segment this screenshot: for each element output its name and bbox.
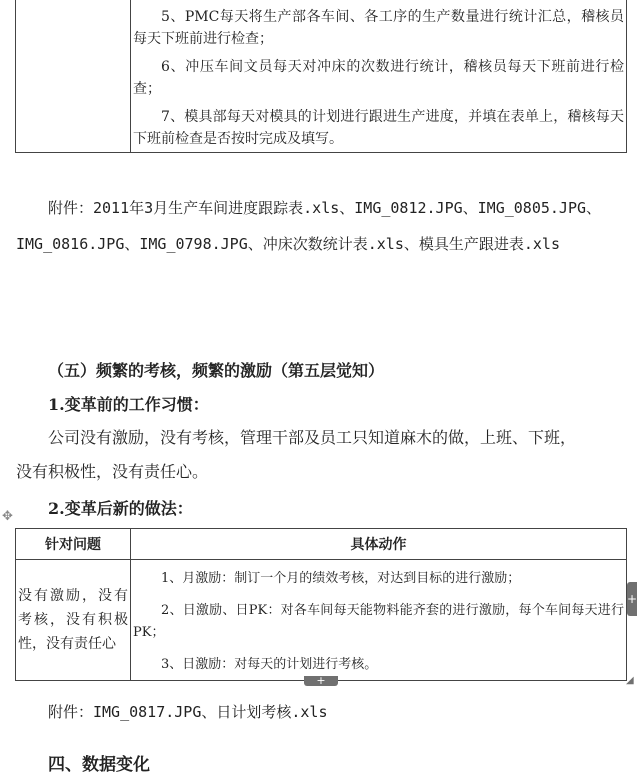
move-handle-icon[interactable]: ✥ <box>2 509 13 524</box>
header-action: 具体动作 <box>131 529 627 560</box>
section-4-title: 四、数据变化 <box>48 755 150 775</box>
action-table <box>15 528 627 681</box>
action-item-3: 3、日激励：对每天的计划进行考核。 <box>161 657 378 672</box>
after-title: 2.变革后新的做法： <box>48 499 193 518</box>
header-issue: 针对问题 <box>16 529 131 560</box>
top-table-left-cell <box>16 0 131 153</box>
resize-icon[interactable]: ◢ <box>626 675 634 686</box>
attachment-line-2: IMG_0816.JPG、IMG_0798.JPG、冲床次数统计表.xls、模具生产跟进表.xls <box>16 235 560 253</box>
action-item-2: 2、日激励、日PK：对各车间每天能物料能齐套的进行激励，每个车间每天进行PK； <box>133 603 624 640</box>
top-table-item-5: 5、PMC每天将生产部各车间、各工序的生产数量进行统计汇总，稽核员每天下班前进行检查； <box>133 9 624 47</box>
before-text-line-1: 公司没有激励，没有考核，管理干部及员工只知道麻木的做，上班、下班， <box>48 428 577 447</box>
attachment-2: 附件：IMG_0817.JPG、日计划考核.xls <box>48 703 328 721</box>
top-table-item-7: 7、模具部每天对模具的计划进行跟进生产进度，并填在表单上，稽核每天下班前检查是否按时完成及填写。 <box>133 109 624 147</box>
top-table <box>15 0 627 153</box>
top-table-item-6: 6、冲压车间文员每天对冲床的次数进行统计，稽核员每天下班前进行检查； <box>133 59 624 97</box>
actions-cell <box>131 560 627 681</box>
add-row-plus-icon[interactable]: + <box>304 676 338 686</box>
section-5-title: （五）频繁的考核，频繁的激励（第五层觉知） <box>48 361 385 380</box>
before-title: 1.变革前的工作习惯： <box>48 395 209 414</box>
attachment-line-1: 附件：2011年3月生产车间进度跟踪表.xls、IMG_0812.JPG、IMG_0805.JPG、 <box>48 199 602 217</box>
action-item-1: 1、月激励：制订一个月的绩效考核，对达到目标的进行激励； <box>161 571 521 586</box>
before-text-line-2: 没有积极性，没有责任心。 <box>16 462 209 481</box>
add-column-plus-icon[interactable]: + <box>627 582 637 616</box>
top-table-right-cell <box>131 0 627 153</box>
issue-cell: 没有激励，没有考核，没有积极性，没有责任心 <box>16 560 131 681</box>
